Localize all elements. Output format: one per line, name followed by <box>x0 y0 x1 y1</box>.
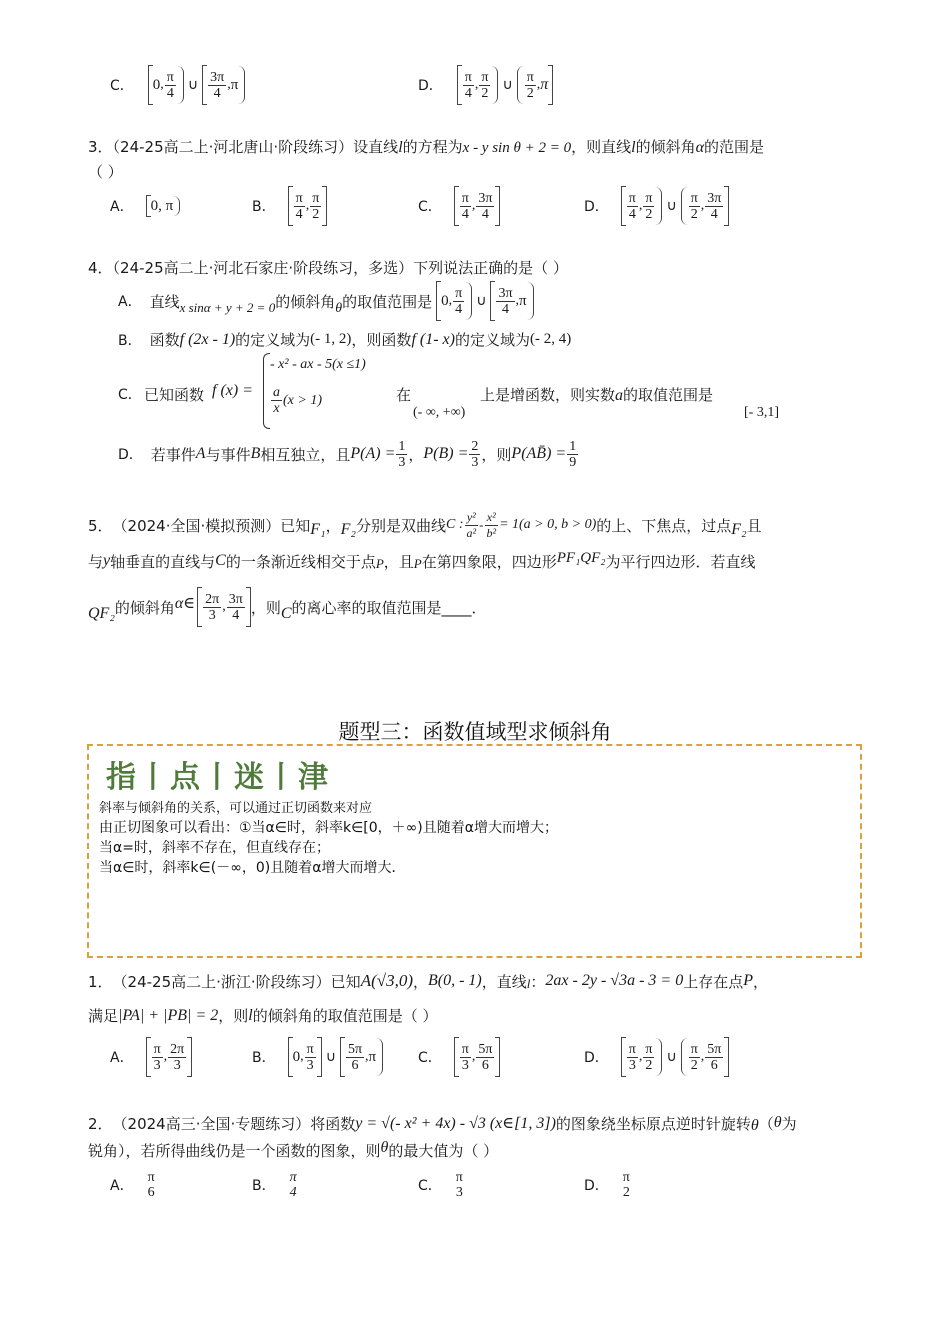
option-d-prev <box>418 64 553 106</box>
q4-option-c-text: 已知函数 <box>144 386 205 404</box>
q4-option-c-text-3: 上是增函数，则实数a的取值范围是 <box>480 386 714 404</box>
piecewise-case-1: - x² - ax - 5(x ≤1) <box>270 357 366 372</box>
q4-option-c-text-2: 在 <box>396 386 412 404</box>
q4-option-a: A． 直线 x sinα + y + 2 = 0 的倾斜角 θ 的取值范围是 0 , $\frac{\pi}{4}$ ∪ $\frac{3\pi}{4}$ , π <box>118 280 534 322</box>
question-3-line-2: （ ） <box>88 163 123 181</box>
q3-option-d: D． $\frac{\pi}{4}$ , $\frac{\pi}{2}$ ∪ $\frac{\pi}{2}$ , $\frac{3\pi}{4}$ <box>584 185 729 227</box>
q3-option-a: A． 0, π <box>110 185 180 227</box>
question-4-stem: 4．（24-25高二上·河北石家庄·阶段练习，多选）下列说法正确的是（ ） <box>88 259 568 277</box>
p1-option-c: C． $\frac{\pi}{3}$ , $\frac{5\pi}{6}$ <box>418 1036 500 1078</box>
tip-heading: 指丨点丨迷丨津 <box>106 760 330 795</box>
q4-option-d: D． 若事件 A 与事件 B 相互独立，且 P(A) = $\frac{1}{3}$ ， P(B) = $\frac{2}{3}$ ，则 P(AB̄) = $\frac{1}{9}$ <box>118 438 577 470</box>
interval-all-reals: (- ∞, +∞) <box>413 405 466 420</box>
piecewise-brace <box>263 353 270 429</box>
p2-option-b: B． π 4 <box>252 1170 297 1200</box>
piecewise-fx: f (x) = <box>212 382 253 399</box>
tip-line-2: 由正切图象可以看出：①当α∈时，斜率k∈[0，＋∞)且随着α增大而增大； <box>99 820 558 836</box>
practice-2-line-2: 锐角），若所得曲线仍是一个函数的图象，则 θ 的最大值为（ ） <box>88 1138 499 1160</box>
range-answer: [- 3,1] <box>744 405 779 420</box>
q4-option-c-label: C． <box>118 387 142 403</box>
p2-option-c: C． π 3 <box>418 1170 463 1200</box>
q4-option-b: B． 函数 f (2x - 1) 的定义域为 (- 1, 2) ，则函数 f (1- x) 的定义域为 (- 2, 4) <box>118 330 572 349</box>
option-label: C． <box>110 78 134 94</box>
tip-line-1: 斜率与倾斜角的关系，可以通过正切函数来对应 <box>99 801 373 816</box>
p1-option-a: A． $\frac{\pi}{3}$ , $\frac{2\pi}{3}$ <box>110 1036 192 1078</box>
interval-expression: 0 , $\frac{\pi}{4}$ ∪ $\frac{3\pi}{4}$ , π <box>148 65 245 105</box>
piecewise-case-2: $\frac{a}{x}$ (x > 1) <box>273 385 322 416</box>
tip-line-4: 当α∈时，斜率k∈(－∞，0)且随着α增大而增大． <box>99 860 406 876</box>
p2-option-a: A． π 6 <box>110 1170 155 1200</box>
section-title: 题型三：函数值域型求倾斜角 <box>338 720 612 744</box>
practice-1-line-2: 满足 |PA| + |PB| = 2 ，则 l 的倾斜角的取值范围是（ ） <box>88 1006 438 1025</box>
p1-option-b: B． 0 , $\frac{\pi}{3}$ ∪ $\frac{5\pi}{6}$ , π <box>252 1036 383 1078</box>
interval-expression: $\frac{\pi}{4}$ , $\frac{\pi}{2}$ ∪ $\frac{\pi}{2}$ , π <box>457 65 554 105</box>
option-c-prev <box>110 64 245 106</box>
tip-line-3: 当α=时，斜率不存在，但直线存在； <box>99 840 330 856</box>
question-5-line-3: QF₂ 的倾斜角 α∈ $\frac{2\pi}{3}$ , $\frac{3\pi}{4}$ ，则 C 的离心率的取值范围是 ____． <box>88 585 487 629</box>
question-5-line-2: 与 y 轴垂直的直线与 C 的一条渐近线相交于点 P ，且 P 在第四象限，四边形 PF₁QF₂ 为平行四边形．若直线 <box>88 549 756 571</box>
question-5-line-1: 5． （2024·全国·模拟预测） 已知 F₁ ， F₂ 分别是双曲线 C : $\frac{\text{y²}}{\text{a²}}$ - $\frac{\text{x²}}{\text{b²}}$ = 1(a > 0, b > 0) 的上、下焦点，过点 F₂ 且 <box>88 509 762 540</box>
p1-option-d: D． $\frac{\pi}{3}$ , $\frac{\pi}{2}$ ∪ $\frac{\pi}{2}$ , $\frac{5\pi}{6}$ <box>584 1036 729 1078</box>
practice-1-line-1: 1． （24-25高二上·浙江·阶段练习） 已知 A(√3,0) ， B(0, - 1) ，直线 l ： 2ax - 2y - √3a - 3 = 0 上存在点 P ， <box>88 971 768 991</box>
p2-option-d: D． π 2 <box>584 1170 630 1200</box>
q3-option-c: C． $\frac{\pi}{4}$ , $\frac{3\pi}{4}$ <box>418 185 500 227</box>
practice-2-line-1: 2． （2024高三·全国·专题练习） 将函数 y = √(- x² + 4x) - √3 (x∈[1, 3]) 的图象绕坐标原点逆时针旋转 θ （ θ 为 <box>88 1114 797 1134</box>
option-label: D． <box>418 78 443 94</box>
question-3-line-1: 3．（24-25高二上·河北唐山·阶段练习）设直线l的方程为x - y sin θ + 2 = 0，则直线l的倾斜角α的范围是 <box>88 138 764 156</box>
q3-option-b: B． $\frac{\pi}{4}$ , $\frac{\pi}{2}$ <box>252 185 327 227</box>
